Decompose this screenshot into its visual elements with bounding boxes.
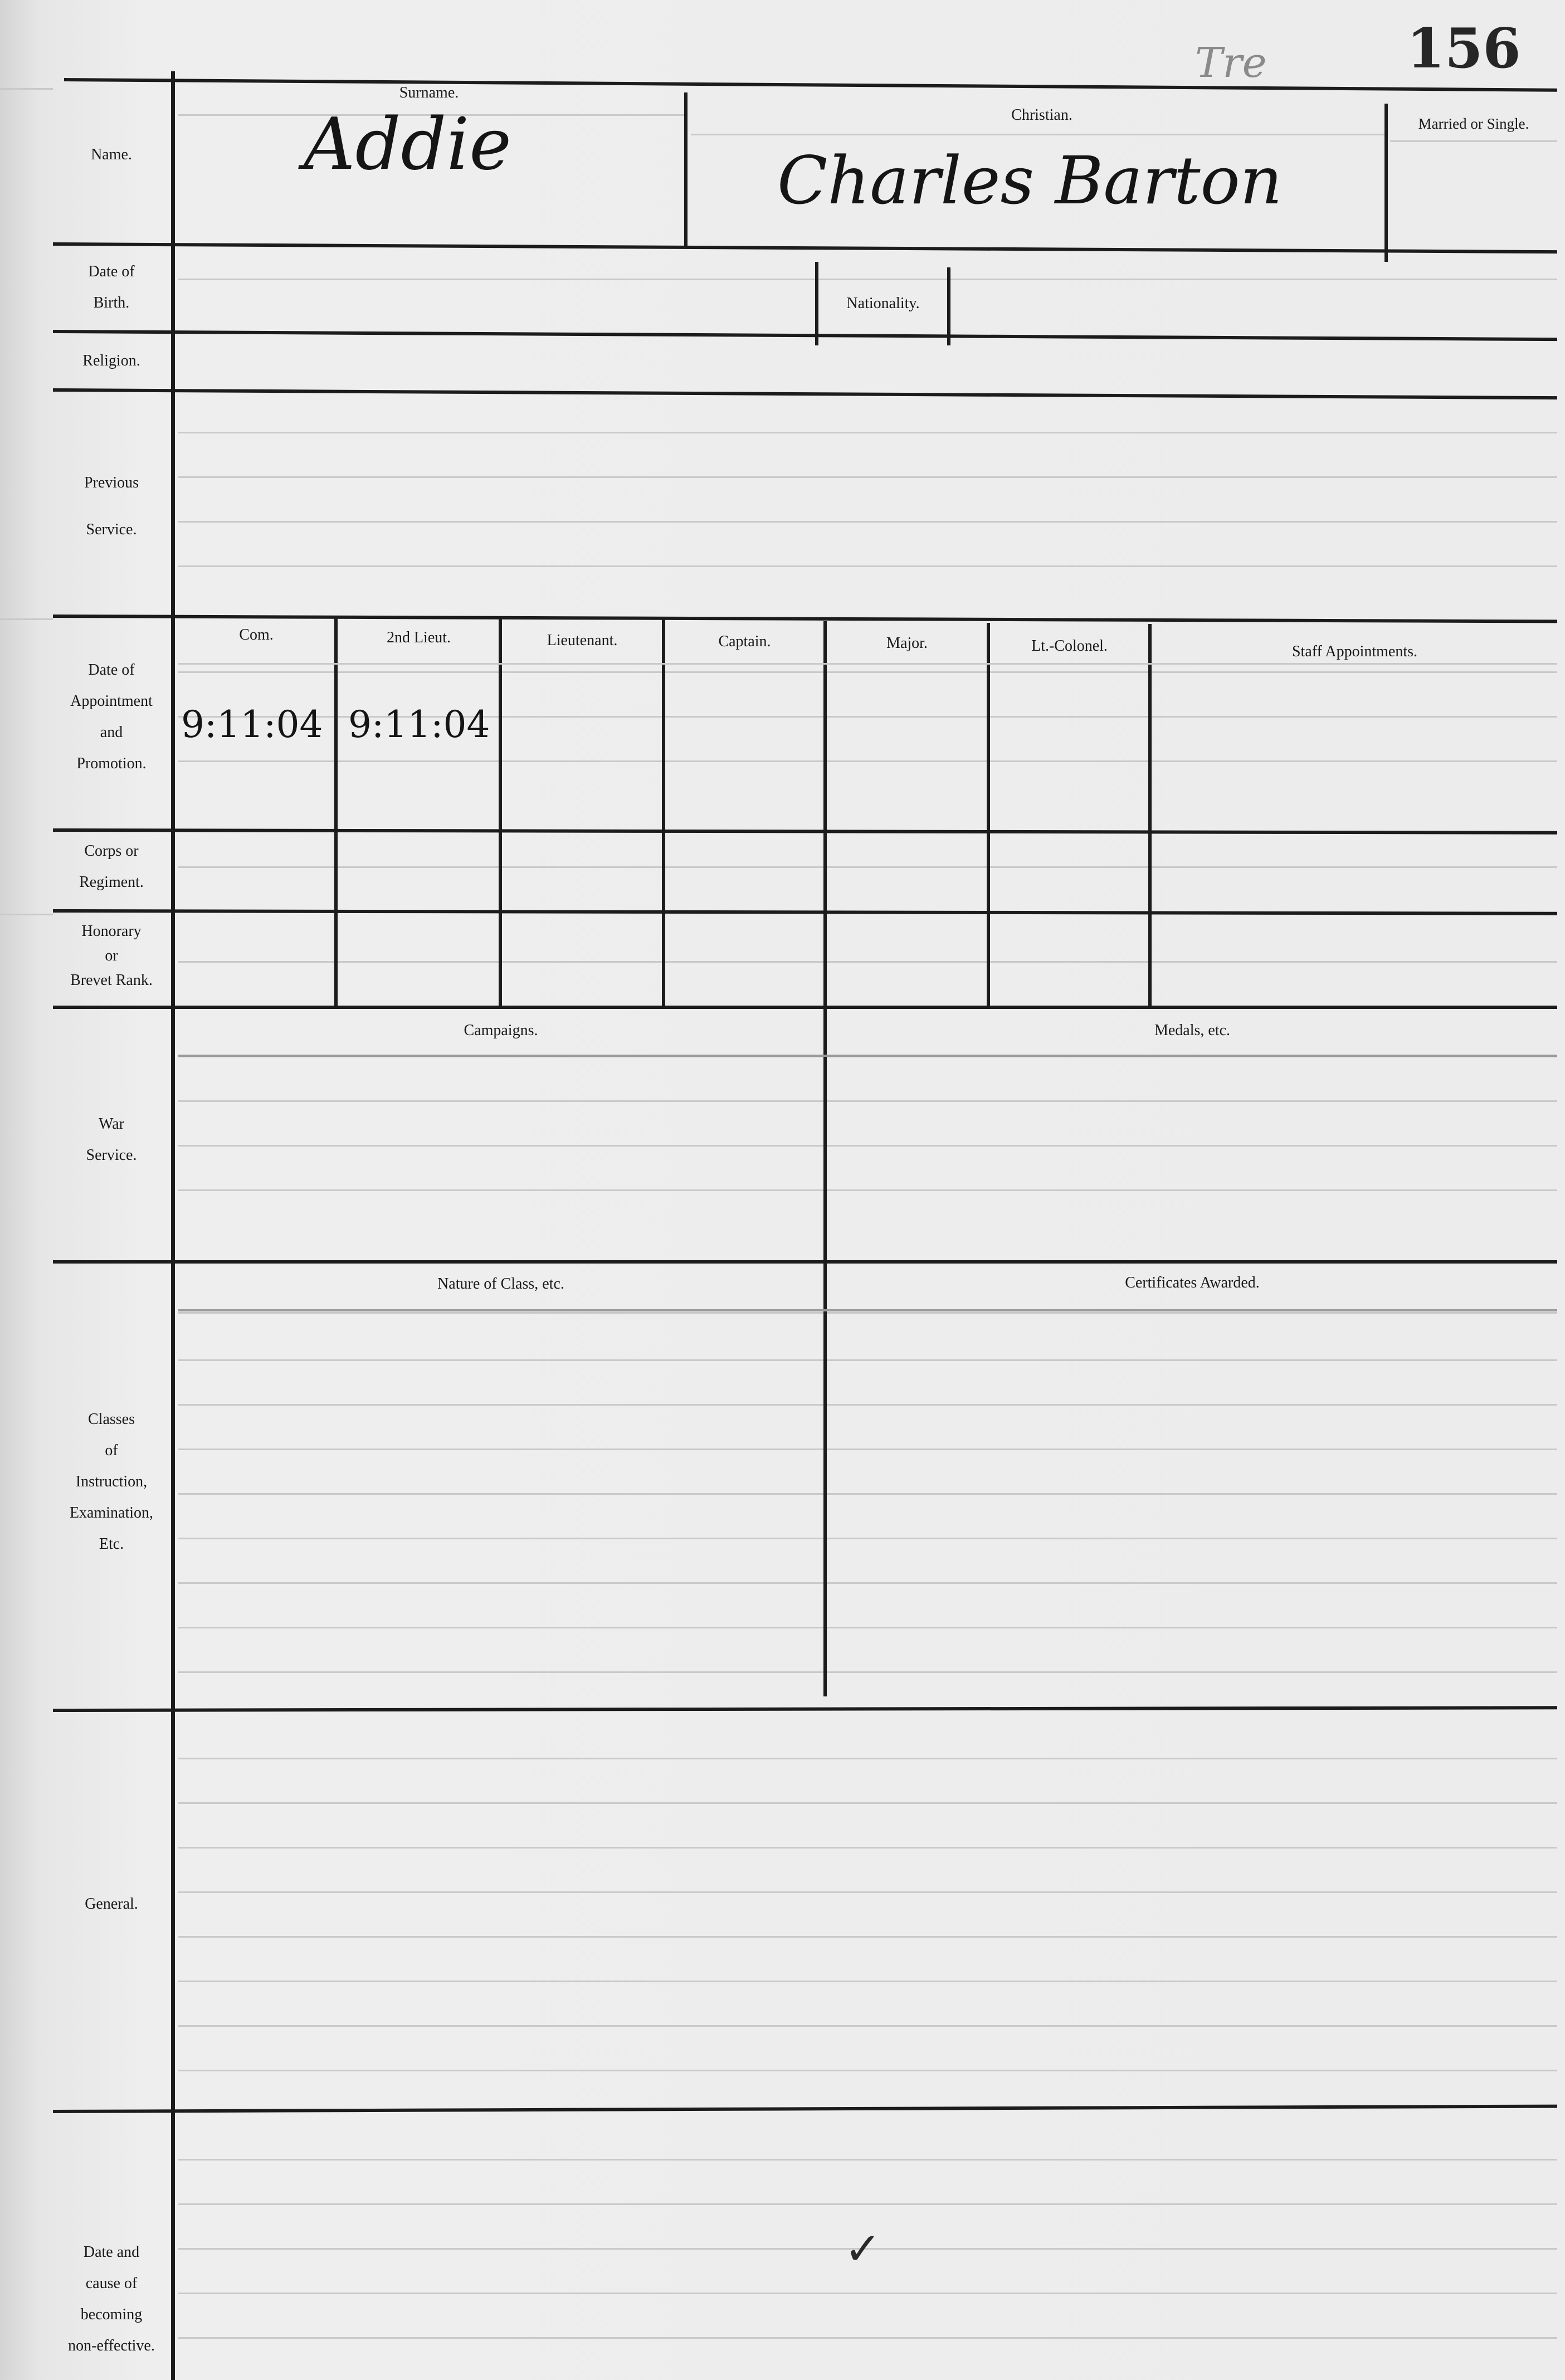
name-row-bottom-rule (53, 242, 1557, 253)
ruled-line (178, 1100, 1557, 1102)
facing-page-rule (0, 88, 53, 90)
label-appointment-promotion (53, 655, 170, 779)
dob-row-bottom-rule (53, 330, 1557, 341)
ruled-line (178, 1449, 1557, 1450)
header-rank-captain: Captain. (718, 633, 771, 650)
rank-col-divider (823, 621, 827, 1006)
header-rank-lieutenant: Lieutenant. (547, 632, 618, 649)
general-row-bottom-rule (53, 2105, 1557, 2113)
label-appointment-line: Date of (88, 661, 135, 679)
label-corps-line: Regiment. (79, 874, 144, 891)
header-christian: Christian. (1011, 106, 1072, 124)
top-rule (64, 78, 1557, 92)
label-honorary-line: Honorary (81, 923, 142, 940)
ruled-line (178, 1493, 1557, 1495)
corps-row-bottom-rule (53, 909, 1557, 915)
label-non-effective (47, 2237, 175, 2362)
ruled-line (178, 476, 1557, 478)
classes-divider (823, 1262, 827, 1696)
header-surname: Surname. (399, 84, 459, 101)
header-rank-major: Major. (886, 635, 928, 652)
rank-col-divider (1148, 624, 1152, 1006)
label-non-effective-line: non-effective. (68, 2337, 155, 2354)
label-date-of-birth-line: Date of (88, 263, 135, 280)
label-appointment-line: Promotion. (76, 755, 147, 772)
ruled-line (178, 1758, 1557, 1759)
check-mark: ✓ (844, 2223, 882, 2275)
married-header-rule (1390, 140, 1557, 142)
label-non-effective-line: Date and (83, 2244, 140, 2261)
label-classes-line: of (105, 1442, 118, 1459)
religion-row-bottom-rule (53, 388, 1557, 399)
header-rank-lt-colonel: Lt.-Colonel. (1031, 637, 1108, 655)
label-war-service-line: Service. (86, 1147, 137, 1164)
ruled-line (178, 2293, 1557, 2294)
rank-col-divider (987, 623, 990, 1006)
ruled-line (178, 2203, 1557, 2205)
label-appointment-line: Appointment (70, 692, 153, 710)
ruled-line (178, 760, 1557, 762)
label-classes-instruction (53, 1404, 170, 1560)
nationality-left-divider (815, 262, 818, 345)
entry-surname: Addie (304, 103, 511, 186)
ruled-line (178, 961, 1557, 963)
ruled-line (178, 521, 1557, 523)
label-classes-line: Examination, (69, 1504, 154, 1521)
christian-married-divider (1384, 104, 1388, 262)
nationality-right-divider (947, 267, 950, 345)
classes-header-rule (178, 1309, 1557, 1311)
honorary-row-bottom-rule (53, 1006, 1557, 1009)
label-religion: Religion. (82, 352, 140, 369)
war-service-divider (823, 1007, 827, 1261)
label-classes-line: Etc. (99, 1535, 124, 1553)
ruled-line (178, 432, 1557, 433)
ruled-line (178, 2337, 1557, 2339)
header-campaigns: Campaigns. (464, 1022, 538, 1039)
ruled-line (178, 1538, 1557, 1539)
label-classes-line: Classes (88, 1411, 135, 1428)
label-honorary-brevet (53, 919, 170, 993)
header-medals: Medals, etc. (1154, 1022, 1231, 1039)
rank-col-divider (334, 616, 338, 1006)
entry-christian-name: Charles Barton (777, 142, 1283, 219)
label-honorary-line: or (105, 947, 118, 964)
ruled-line (178, 866, 1557, 868)
label-previous-service-line: Service. (86, 521, 137, 538)
label-date-of-birth (53, 256, 170, 319)
label-war-service-line: War (99, 1115, 124, 1133)
ruled-line (178, 1671, 1557, 1673)
ruled-line (178, 279, 1557, 280)
rank-col-divider (499, 618, 502, 1006)
label-war-service (53, 1109, 170, 1171)
ruled-line (178, 1145, 1557, 1147)
annotation-top: Tre (1195, 39, 1267, 87)
header-nationality: Nationality. (846, 295, 920, 312)
rank-col-divider (662, 620, 665, 1006)
header-married: Married or Single. (1418, 115, 1529, 132)
label-previous-service (53, 460, 170, 553)
header-rank-2nd-lieut: 2nd Lieut. (386, 629, 451, 646)
ruled-line (178, 1891, 1557, 1893)
ruled-line (178, 1189, 1557, 1191)
ruled-line (178, 565, 1557, 567)
war-row-bottom-rule (53, 1260, 1557, 1264)
label-honorary-line: Brevet Rank. (70, 972, 153, 989)
label-classes-line: Instruction, (75, 1473, 148, 1490)
ruled-line (178, 1936, 1557, 1938)
ruled-line (178, 2070, 1557, 2071)
ruled-line (178, 1582, 1557, 1584)
facing-page-rule (0, 618, 53, 620)
previous-row-bottom-rule (53, 614, 1557, 623)
header-staff-appointments: Staff Appointments. (1291, 643, 1418, 660)
christian-header-rule (691, 134, 1384, 135)
ruled-line (178, 1404, 1557, 1406)
classes-row-bottom-rule (53, 1706, 1557, 1712)
surname-christian-divider (684, 92, 688, 246)
facing-page-rule (0, 914, 53, 915)
ruled-line (178, 2159, 1557, 2160)
entry-2nd-lieut-date: 9:11:04 (348, 703, 490, 746)
label-corps-regiment (53, 836, 170, 898)
label-name: Name. (91, 146, 132, 163)
war-header-rule (178, 1055, 1557, 1057)
ruled-line (178, 1802, 1557, 1804)
label-date-of-birth-line: Birth. (93, 294, 130, 311)
ruled-line (178, 1312, 1557, 1314)
entry-com-date: 9:11:04 (181, 703, 323, 746)
ruled-line (178, 1359, 1557, 1361)
label-non-effective-line: cause of (85, 2275, 138, 2292)
rank-header-rule (178, 663, 1557, 665)
label-general: General. (85, 1895, 138, 1913)
left-margin-rule (171, 71, 175, 2380)
promotion-row-bottom-rule (53, 828, 1557, 835)
ruled-line (178, 1981, 1557, 1982)
header-certificates-awarded: Certificates Awarded. (1125, 1274, 1260, 1291)
ruled-line (178, 2025, 1557, 2027)
header-nature-of-class: Nature of Class, etc. (437, 1275, 564, 1293)
header-rank-com: Com. (239, 626, 274, 643)
ruled-line (178, 1847, 1557, 1849)
label-non-effective-line: becoming (80, 2306, 143, 2323)
label-corps-line: Corps or (84, 842, 139, 860)
label-appointment-line: and (100, 724, 123, 741)
label-previous-service-line: Previous (84, 474, 139, 491)
page-number: 156 (1407, 17, 1521, 81)
ruled-line (178, 1627, 1557, 1628)
ruled-line (178, 671, 1557, 673)
